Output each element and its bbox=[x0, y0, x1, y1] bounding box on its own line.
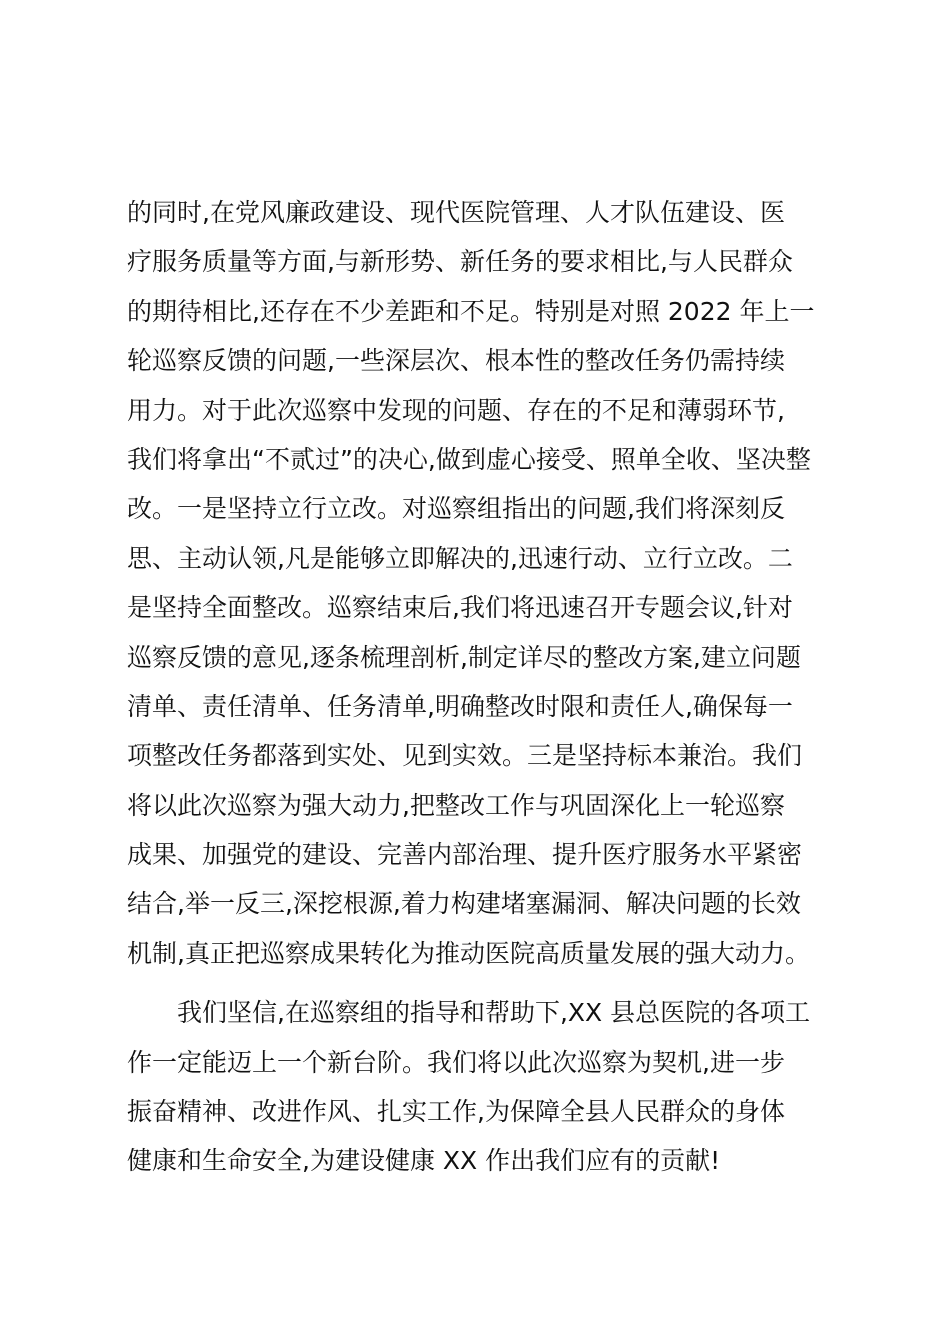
text-line: 健康和生命安全,为建设健康 XX 作出我们应有的贡献! bbox=[127, 1146, 721, 1176]
text-line: 结合,举一反三,深挖根源,着力构建堵塞漏洞、解决问题的长效 bbox=[127, 889, 801, 919]
text-line: 清单、责任清单、任务清单,明确整改时限和责任人,确保每一 bbox=[127, 691, 793, 721]
text-line: 用力。对于此次巡察中发现的问题、存在的不足和薄弱环节, bbox=[127, 395, 785, 425]
text-line: 振奋精神、改进作风、扎实工作,为保障全县人民群众的身体 bbox=[127, 1097, 785, 1127]
text-line: 我们将拿出“不贰过”的决心,做到虚心接受、照单全收、坚决整 bbox=[127, 444, 811, 474]
text-line: 将以此次巡察为强大动力,把整改工作与巩固深化上一轮巡察 bbox=[127, 790, 785, 820]
text-line: 机制,真正把巡察成果转化为推动医院高质量发展的强大动力。 bbox=[127, 938, 810, 968]
text-line: 轮巡察反馈的问题,一些深层次、根本性的整改任务仍需持续 bbox=[127, 346, 785, 376]
text-line: 成果、加强党的建设、完善内部治理、提升医疗服务水平紧密 bbox=[127, 840, 803, 870]
paragraph-rectification-measures bbox=[127, 188, 827, 978]
text-line: 是坚持全面整改。巡察结束后,我们将迅速召开专题会议,针对 bbox=[127, 593, 793, 623]
document-body bbox=[127, 188, 827, 1186]
text-line: 我们坚信,在巡察组的指导和帮助下,XX 县总医院的各项工 bbox=[177, 998, 811, 1028]
text-line: 思、主动认领,凡是能够立即解决的,迅速行动、立行立改。二 bbox=[127, 543, 793, 573]
text-line: 巡察反馈的意见,逐条梳理剖析,制定详尽的整改方案,建立问题 bbox=[127, 642, 801, 672]
text-line: 改。一是坚持立行立改。对巡察组指出的问题,我们将深刻反 bbox=[127, 494, 785, 524]
text-line: 项整改任务都落到实处、见到实效。三是坚持标本兼治。我们 bbox=[127, 741, 803, 771]
paragraph-closing-statement bbox=[127, 988, 827, 1186]
paragraph-gap bbox=[127, 978, 827, 988]
text-line: 作一定能迈上一个新台阶。我们将以此次巡察为契机,进一步 bbox=[127, 1047, 785, 1077]
text-line: 的期待相比,还存在不少差距和不足。特别是对照 2022 年上一 bbox=[127, 296, 815, 326]
text-line: 疗服务质量等方面,与新形势、新任务的要求相比,与人民群众 bbox=[127, 247, 793, 277]
text-line: 的同时,在党风廉政建设、现代医院管理、人才队伍建设、医 bbox=[127, 198, 785, 227]
